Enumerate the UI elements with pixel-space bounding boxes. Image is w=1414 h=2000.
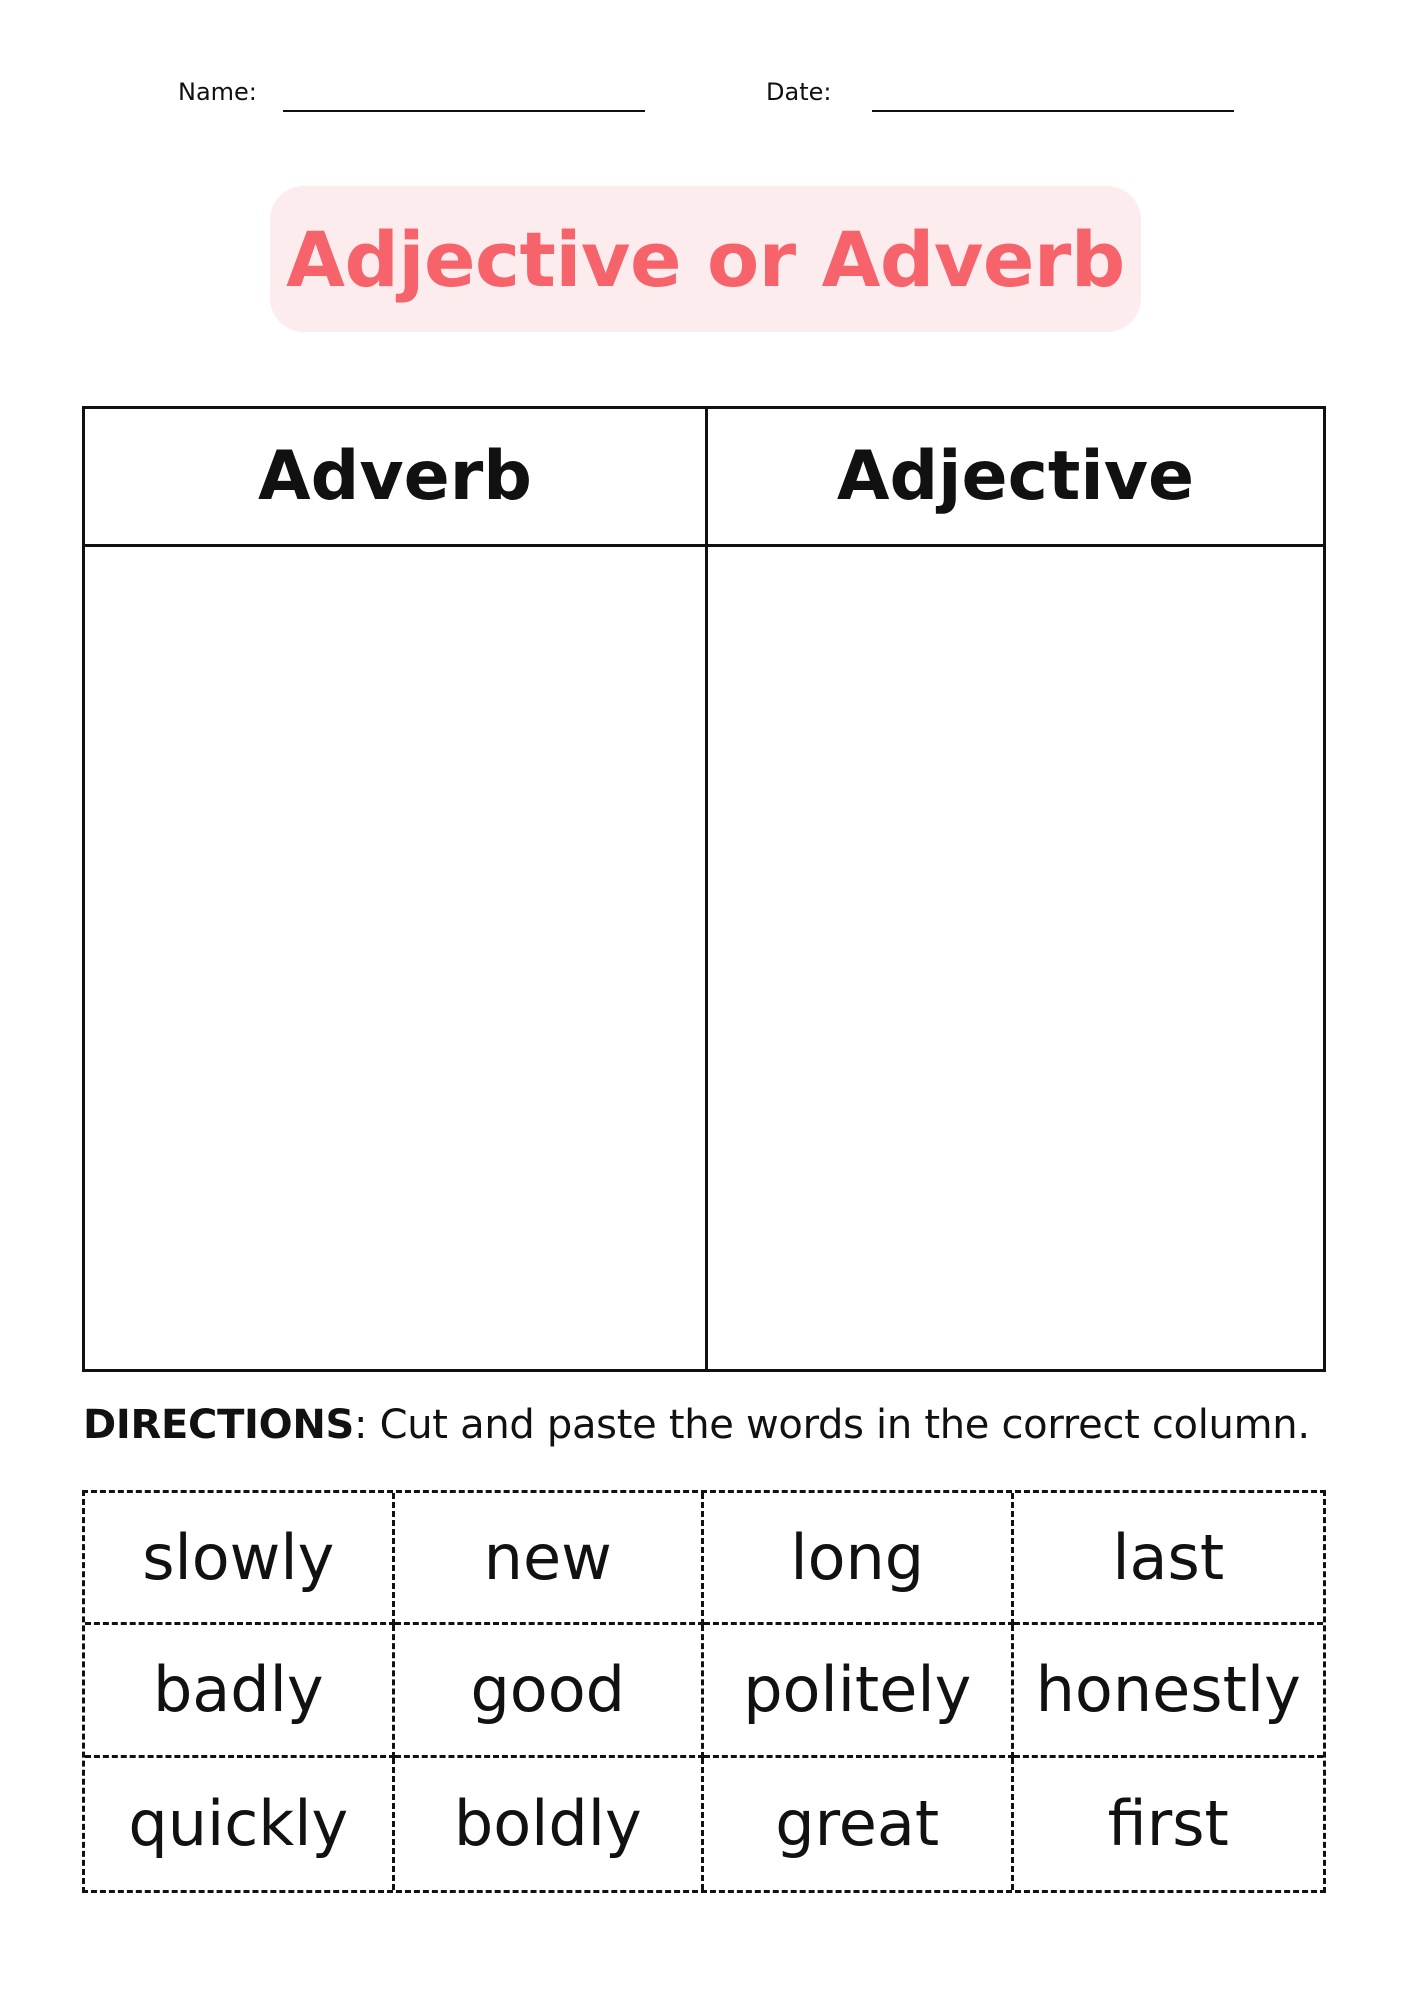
name-label: Name: — [178, 78, 257, 106]
directions-label: DIRECTIONS — [83, 1402, 355, 1448]
word-card[interactable]: new — [395, 1493, 705, 1625]
word-card[interactable]: slowly — [85, 1493, 395, 1625]
title-badge — [270, 186, 1141, 332]
word-card[interactable]: last — [1014, 1493, 1324, 1625]
word-card[interactable]: quickly — [85, 1758, 395, 1890]
word-card[interactable]: first — [1107, 1787, 1229, 1861]
page-title: Adjective or Adverb — [286, 214, 1125, 304]
drop-zone-adverb[interactable] — [85, 547, 705, 1369]
sorting-table — [82, 406, 1326, 1372]
word-cutout-grid — [82, 1490, 1326, 1893]
word-card[interactable]: politely — [704, 1625, 1014, 1757]
word-card[interactable]: honestly — [1014, 1625, 1324, 1757]
directions — [83, 1402, 1310, 1448]
word-card[interactable]: badly — [85, 1625, 395, 1757]
word-card[interactable]: boldly — [395, 1758, 705, 1890]
word-card[interactable]: long — [704, 1493, 1014, 1625]
word-card[interactable]: good — [395, 1625, 705, 1757]
column-header-adjective: Adjective — [836, 437, 1195, 516]
date-label: Date: — [766, 78, 832, 106]
column-header-adverb: Adverb — [258, 437, 532, 516]
date-field-line[interactable] — [872, 110, 1234, 112]
word-card[interactable]: great — [704, 1758, 1014, 1890]
name-field-line[interactable] — [283, 110, 645, 112]
directions-text: : Cut and paste the words in the correct column. — [354, 1402, 1310, 1448]
drop-zone-adjective[interactable] — [708, 547, 1323, 1369]
